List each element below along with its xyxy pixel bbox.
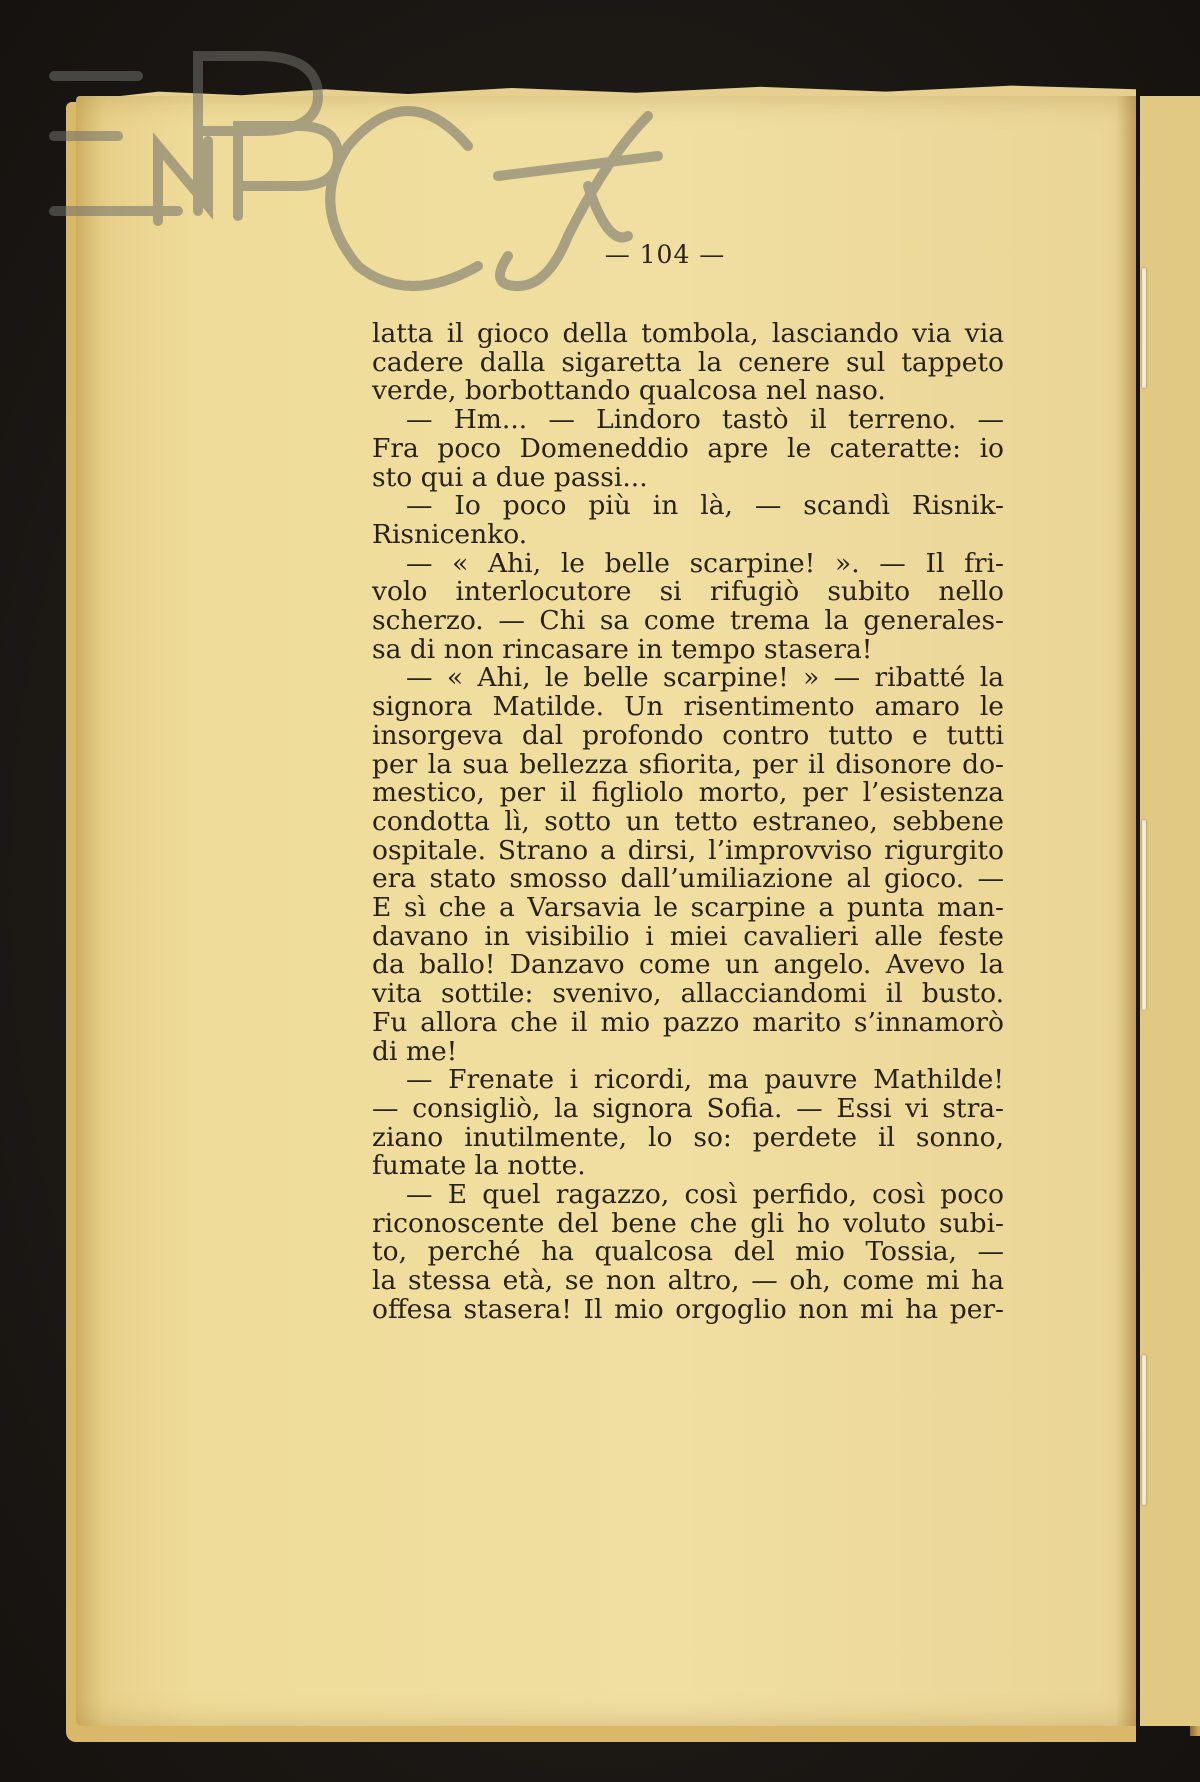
text-line: di me! [372,1035,458,1067]
page-number: — 104 — [604,240,726,269]
binding-thread [1142,820,1146,1010]
text-line: riconoscente del bene che gli ho voluto subi- [372,1207,1004,1239]
text-line: ziano inutilmente, lo so: perdete il sonno, [372,1121,1004,1153]
text-line: — Hm... — Lindoro tastò il terreno. — [406,404,1004,436]
text-line: per la sua bellezza sfiorita, per il disonore do- [372,748,1004,780]
text-line: da ballo! Danzavo come un angelo. Avevo la [372,949,1004,981]
text-line: volo interlocutore si rifugiò subito nello [372,576,1004,608]
text-line: E sì che a Varsavia le scarpine a punta man- [372,892,1004,923]
text-line: la stessa età, se non altro, — oh, come mi ha [372,1265,1004,1297]
facing-page-strip [1140,96,1200,1726]
text-line: insorgeva dal profondo contro tutto e tutti [372,719,1004,751]
text-line: sto qui a due passi... [372,461,648,493]
text-line: Risnicenko. [372,518,528,550]
text-line: — consigliò, la signora Sofia. — Essi vi stra- [372,1092,1004,1124]
text-line: — Io poco più in là, — scandì Risnik- [406,490,1004,522]
text-line: sa di non rincasare in tempo stasera! [372,633,873,665]
text-line: signora Matilde. Un risentimento amaro le [372,691,1004,723]
text-line: — « Ahi, le belle scarpine! ». — Il fri- [406,547,1004,579]
text-line: vita sottile: svenivo, allacciandomi il busto. [372,978,1004,1010]
text-line: — « Ahi, le belle scarpine! » — ribatté la [406,662,1004,694]
text-line: Fu allora che il mio pazzo marito s’innamorò [372,1006,1004,1038]
binding-thread [1142,268,1146,388]
text-line: fumate la notte. [372,1150,586,1182]
binding-thread [1142,1355,1146,1505]
text-line: cadere dalla sigaretta la cenere sul tappeto [372,346,1004,378]
text-line: — E quel ragazzo, così perfido, così poco [406,1179,1004,1210]
text-line: verde, borbottando qualcosa nel naso. [372,375,886,407]
text-line: — Frenate i ricordi, ma pauvre Mathilde! [406,1064,1004,1096]
text-line: mestico, per il figliolo morto, per l’esistenza [372,777,1004,809]
text-line: davano in visibilio i miei cavalieri alle feste [372,920,1004,952]
text-line: Fra poco Domeneddio apre le cateratte: io [372,432,1004,464]
text-line: to, perché ha qualcosa del mio Tossia, — [372,1236,1004,1268]
text-line: scherzo. — Chi sa come trema la generales- [372,605,1004,636]
text-line: era stato smosso dall’umiliazione al gioco. — [372,863,1004,895]
text-line: ospitale. Strano a dirsi, l’improvviso rigurgito [372,834,1004,866]
text-line: condotta lì, sotto un tetto estraneo, sebbene [372,805,1004,837]
text-line: latta il gioco della tombola, lasciando via via [372,318,1004,349]
text-line: offesa stasera! Il mio orgoglio non mi ha per- [372,1293,1004,1325]
